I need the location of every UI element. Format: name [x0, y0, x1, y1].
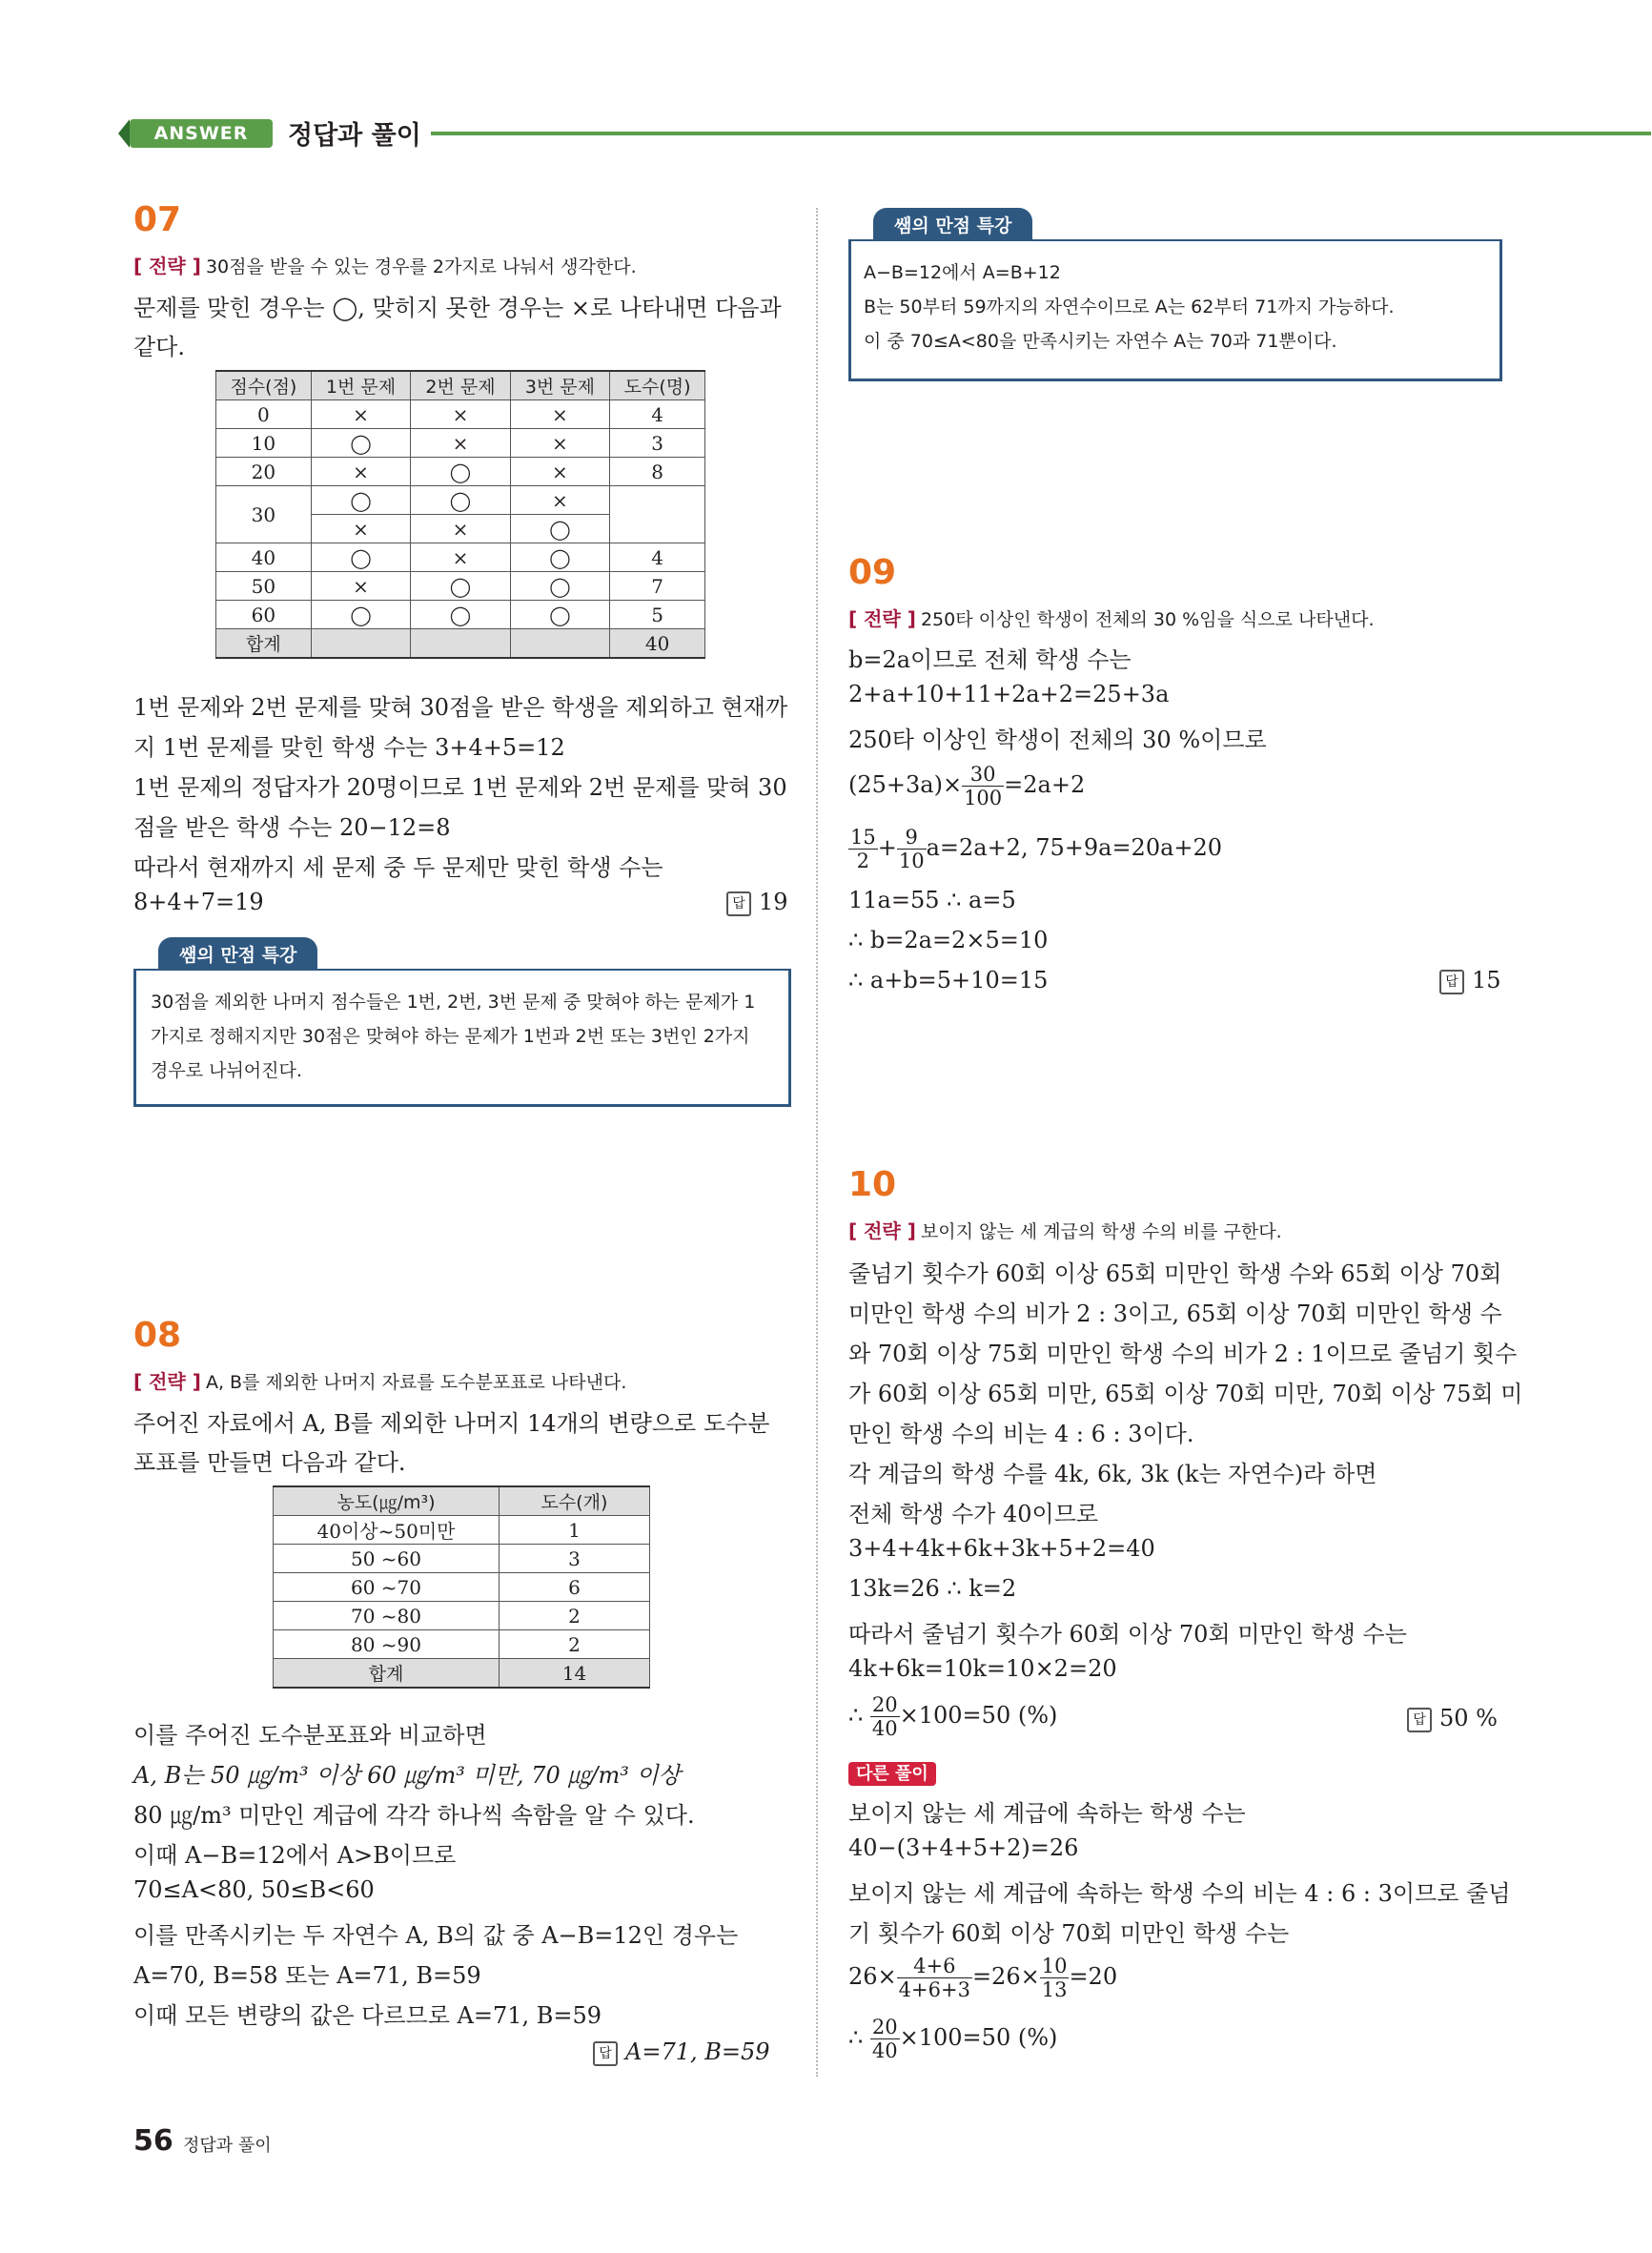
table-cell: × [510, 429, 609, 458]
table-cell: 7 [610, 572, 705, 601]
table-cell: × [510, 458, 609, 486]
table-cell: 0 [216, 400, 312, 429]
table-cell: ◯ [411, 458, 510, 486]
table-cell: × [311, 515, 410, 543]
numerator: 10 [1041, 1955, 1068, 1977]
denominator: 100 [964, 787, 1003, 809]
eq-text: ∴ [848, 2024, 870, 2051]
q07-line: 1번 문제와 2번 문제를 맞혀 30점을 받은 학생을 제외하고 현재까 [133, 694, 788, 721]
table-cell: 60 ~70 [274, 1573, 500, 1602]
numerator: 20 [871, 1693, 898, 1716]
q07-score-table [215, 370, 705, 659]
page-number: 56 [133, 2124, 173, 2158]
table-cell: 6 [500, 1573, 650, 1602]
table-row [216, 601, 705, 629]
q10-line: 전체 학생 수가 40이므로 [848, 1501, 1099, 1527]
table-cell: × [411, 515, 510, 543]
table-cell: 1 [500, 1516, 650, 1545]
fraction [1040, 1955, 1070, 2001]
q09-line: 11a=55 ∴ a=5 [848, 887, 1016, 913]
q10-other-line: 보이지 않는 세 계급에 속하는 학생 수는 [848, 1800, 1246, 1827]
denominator: 13 [1041, 1978, 1068, 2001]
table-cell: 40 [216, 543, 312, 572]
q07-line: 1번 문제의 정답자가 20명이므로 1번 문제와 2번 문제를 맞혀 30 [133, 774, 787, 801]
table-cell: 4 [610, 543, 705, 572]
q08-frequency-table [273, 1485, 650, 1689]
q09-answer [1439, 967, 1501, 994]
table-cell: 8 [610, 458, 705, 486]
table-cell: ◯ [510, 572, 609, 601]
table-row [216, 429, 705, 458]
table-row [274, 1630, 650, 1659]
table-cell: ◯ [510, 515, 609, 543]
table-cell: × [311, 400, 410, 429]
q09-number: 09 [848, 553, 897, 592]
denominator: 10 [898, 850, 925, 872]
q10-line: 미만인 학생 수의 비가 2 : 3이고, 65회 이상 70회 미만인 학생 수 [848, 1301, 1502, 1327]
table-row [274, 1573, 650, 1602]
strategy-text: 보이지 않는 세 계급의 학생 수의 비를 구한다. [920, 1221, 1282, 1242]
eq-text: a=2a+2, 75+9a=20a+20 [926, 834, 1223, 861]
fraction [962, 763, 1004, 809]
q07-strategy [133, 251, 637, 278]
q10-line: 줄넘기 횟수가 60회 이상 65회 미만인 학생 수와 65회 이상 70회 [848, 1260, 1502, 1287]
table-cell: 5 [610, 601, 705, 629]
table-cell: ◯ [311, 601, 410, 629]
table-cell: 14 [500, 1659, 650, 1689]
table-cell: × [411, 543, 510, 572]
eq-text: =2a+2 [1004, 771, 1086, 798]
table-cell [510, 629, 609, 659]
q09-equation-2 [848, 826, 1222, 872]
q08-line: A=70, B=58 또는 A=71, B=59 [133, 1962, 481, 1989]
q10-line: 만인 학생 수의 비는 4 : 6 : 3이다. [848, 1421, 1194, 1447]
answer-value: 15 [1472, 967, 1501, 993]
table-cell: 50 [216, 572, 312, 601]
numerator: 9 [897, 826, 927, 850]
answer-mark: 답 [593, 2041, 618, 2066]
fraction [870, 2016, 900, 2062]
q07-tip-title: 쌤의 만점 특강 [158, 937, 317, 971]
q09-line: 250타 이상인 학생이 전체의 30 %이므로 [848, 727, 1267, 753]
table-cell: ◯ [311, 429, 410, 458]
q08-answer [593, 2038, 770, 2066]
table-cell: 2 [500, 1630, 650, 1659]
table-header: 2번 문제 [411, 371, 510, 400]
table-cell: 60 [216, 601, 312, 629]
q10-line: 13k=26 ∴ k=2 [848, 1575, 1017, 1602]
q09-line: b=2a이므로 전체 학생 수는 [848, 646, 1132, 673]
q10-line: 가 60회 이상 65회 미만, 65회 이상 70회 미만, 70회 이상 75회 미 [848, 1381, 1523, 1407]
table-cell: 40이상~50미만 [274, 1516, 500, 1545]
answer-value: A=71, B=59 [625, 2038, 770, 2065]
q10-other-equation [848, 1955, 1117, 2001]
q07-line: 8+4+7=19 [133, 889, 264, 915]
column-divider [816, 208, 818, 2077]
q08-intro-2: 포표를 만들면 다음과 같다. [133, 1449, 406, 1476]
table-cell: 2 [500, 1602, 650, 1630]
table-cell: ◯ [311, 543, 410, 572]
table-row [216, 400, 705, 429]
q07-line: 따라서 현재까지 세 문제 중 두 문제만 맞힌 학생 수는 [133, 854, 663, 881]
eq-text: + [877, 834, 897, 861]
q08-strategy [133, 1366, 626, 1394]
strategy-tag: [ 전략 ] [133, 1370, 201, 1393]
table-cell: 합계 [216, 629, 312, 659]
answer-value: 50 % [1439, 1705, 1498, 1731]
strategy-tag: [ 전략 ] [133, 255, 201, 277]
table-row [216, 486, 705, 515]
table-cell: × [510, 400, 609, 429]
table-header: 점수(점) [216, 371, 312, 400]
answer-mark: 답 [1439, 970, 1464, 994]
tip-line: 경우로 나뉘어진다. [151, 1060, 302, 1081]
table-row [216, 543, 705, 572]
table-cell: 80 ~90 [274, 1630, 500, 1659]
eq-text: =26× [971, 1963, 1040, 1990]
denominator: 40 [871, 1717, 898, 1740]
table-cell: × [411, 429, 510, 458]
table-cell: 합계 [274, 1659, 500, 1689]
q08-line: A, B는 50 ㎍/m³ 이상 60 ㎍/m³ 미만, 70 ㎍/m³ 이상 [133, 1762, 681, 1789]
table-row [274, 1516, 650, 1545]
table-row [216, 458, 705, 486]
q10-percent [848, 1693, 1057, 1740]
answer-mark: 답 [1407, 1708, 1432, 1732]
q09-equation-1 [848, 763, 1085, 809]
table-header: 농도(㎍/m³) [274, 1486, 500, 1516]
table-cell: 4 [610, 400, 705, 429]
q10-line: 각 계급의 학생 수를 4k, 6k, 3k (k는 자연수)라 하면 [848, 1461, 1377, 1487]
q10-strategy [848, 1216, 1282, 1243]
table-cell: × [510, 486, 609, 515]
q09-strategy [848, 604, 1375, 631]
denominator: 4+6+3 [898, 1978, 970, 2001]
q07-tip-text [151, 985, 780, 1088]
q10-line: 3+4+4k+6k+3k+5+2=40 [848, 1535, 1155, 1562]
q07-answer [726, 889, 788, 916]
table-header: 3번 문제 [510, 371, 609, 400]
eq-text: ×100=50 (%) [899, 2024, 1058, 2051]
table-header: 도수(개) [500, 1486, 650, 1516]
q10-line: 와 70회 이상 75회 미만인 학생 수의 비가 2 : 1이므로 줄넘기 횟수 [848, 1341, 1518, 1367]
table-cell: ◯ [411, 486, 510, 515]
answer-value: 19 [759, 889, 788, 915]
q10-other-line: 40−(3+4+5+2)=26 [848, 1834, 1079, 1861]
q10-line: 4k+6k=10k=10×2=20 [848, 1655, 1117, 1682]
table-row [274, 1545, 650, 1573]
q10-other-solution [848, 1760, 936, 1785]
table-header: 1번 문제 [311, 371, 410, 400]
q09-line: 2+a+10+11+2a+2=25+3a [848, 681, 1170, 707]
q07-number: 07 [133, 200, 182, 239]
numerator: 30 [962, 763, 1004, 787]
q08-line: 이를 만족시키는 두 자연수 A, B의 값 중 A−B=12인 경우는 [133, 1922, 739, 1949]
strategy-text: 250타 이상인 학생이 전체의 30 %임을 식으로 나타낸다. [920, 609, 1375, 630]
answer-badge: ANSWER [130, 119, 273, 148]
tip08-text [864, 256, 1493, 358]
q10-other-line: 보이지 않는 세 계급에 속하는 학생 수의 비는 4 : 6 : 3이므로 줄넘 [848, 1880, 1511, 1907]
table-header: 도수(명) [610, 371, 705, 400]
eq-text: (25+3a)× [848, 771, 963, 798]
q09-line: ∴ a+b=5+10=15 [848, 967, 1049, 993]
table-cell: × [311, 572, 410, 601]
denominator: 2 [856, 850, 870, 872]
table-total-row [216, 629, 705, 659]
fraction [870, 1693, 900, 1740]
q07-line: 지 1번 문제를 맞힌 학생 수는 3+4+5=12 [133, 734, 565, 761]
strategy-tag: [ 전략 ] [848, 607, 916, 630]
strategy-text: 30점을 받을 수 있는 경우를 2가지로 나눠서 생각한다. [205, 256, 637, 277]
q10-number: 10 [848, 1165, 897, 1204]
eq-text: 26× [848, 1963, 897, 1990]
q10-other-line: 기 횟수가 60회 이상 70회 미만인 학생 수는 [848, 1920, 1290, 1947]
table-cell: 30 [216, 486, 312, 543]
numerator: 15 [850, 826, 876, 849]
fraction [897, 1955, 972, 2001]
tip-line: 가지로 정해지지만 30점은 맞혀야 하는 문제가 1번과 2번 또는 3번인 2가지 [151, 1026, 750, 1047]
other-solution-badge: 다른 풀이 [848, 1762, 936, 1786]
table-cell [610, 486, 705, 543]
q10-answer [1407, 1705, 1498, 1732]
q08-line: 이를 주어진 도수분포표와 비교하면 [133, 1722, 487, 1749]
q07-intro-2: 같다. [133, 334, 185, 360]
table-cell [311, 629, 410, 659]
table-cell [411, 629, 510, 659]
eq-text: =20 [1069, 1963, 1118, 1990]
numerator: 4+6 [897, 1955, 972, 1978]
q10-other-percent [848, 2016, 1057, 2062]
q07-line: 점을 받은 학생 수는 20−12=8 [133, 814, 451, 841]
table-cell: ◯ [411, 601, 510, 629]
table-cell: × [311, 458, 410, 486]
table-cell: 70 ~80 [274, 1602, 500, 1630]
tip-line: 30점을 제외한 나머지 점수들은 1번, 2번, 3번 문제 중 맞혀야 하는 문제가 1 [151, 992, 756, 1013]
table-cell: 20 [216, 458, 312, 486]
header-title: 정답과 풀이 [288, 121, 421, 151]
q08-intro-1: 주어진 자료에서 A, B를 제외한 나머지 14개의 변량으로 도수분 [133, 1410, 770, 1437]
numerator: 20 [871, 2016, 898, 2038]
tip08-title: 쌤의 만점 특강 [873, 208, 1032, 241]
table-row [216, 572, 705, 601]
eq-text: ×100=50 (%) [899, 1702, 1058, 1729]
table-cell: 50 ~60 [274, 1545, 500, 1573]
table-cell: × [411, 400, 510, 429]
fraction [848, 826, 878, 872]
tip-line: A−B=12에서 A=B+12 [864, 262, 1061, 283]
q08-number: 08 [133, 1316, 182, 1355]
table-cell: ◯ [510, 601, 609, 629]
table-total-row [274, 1659, 650, 1689]
tip-line: B는 50부터 59까지의 자연수이므로 A는 62부터 71까지 가능하다. [864, 297, 1395, 317]
q08-line: 70≤A<80, 50≤B<60 [133, 1876, 375, 1903]
q10-line: 따라서 줄넘기 횟수가 60회 이상 70회 미만인 학생 수는 [848, 1621, 1407, 1648]
table-row [274, 1602, 650, 1630]
denominator: 40 [871, 2039, 898, 2062]
q09-line: ∴ b=2a=2×5=10 [848, 927, 1049, 953]
table-cell: ◯ [411, 572, 510, 601]
table-cell: 3 [500, 1545, 650, 1573]
footer-label: 정답과 풀이 [183, 2136, 272, 2156]
table-cell: ◯ [311, 486, 410, 515]
q07-intro-1: 문제를 맞힌 경우는 ◯, 맞히지 못한 경우는 ×로 나타내면 다음과 [133, 295, 782, 321]
table-cell: 3 [610, 429, 705, 458]
header-rule [431, 132, 1651, 135]
q08-line: 이때 모든 변량의 값은 다르므로 A=71, B=59 [133, 2002, 602, 2029]
table-cell: 40 [610, 629, 705, 659]
strategy-tag: [ 전략 ] [848, 1219, 916, 1242]
eq-text: ∴ [848, 1702, 870, 1729]
fraction [897, 826, 927, 872]
q08-line: 80 ㎍/m³ 미만인 계급에 각각 하나씩 속함을 알 수 있다. [133, 1802, 695, 1829]
q08-line: 이때 A−B=12에서 A>B이므로 [133, 1842, 457, 1869]
tip-line: 이 중 70≤A<80을 만족시키는 자연수 A는 70과 71뿐이다. [864, 331, 1337, 352]
table-cell: 10 [216, 429, 312, 458]
table-cell: ◯ [510, 543, 609, 572]
answer-mark: 답 [726, 891, 751, 916]
strategy-text: A, B를 제외한 나머지 자료를 도수분포표로 나타낸다. [205, 1372, 627, 1393]
